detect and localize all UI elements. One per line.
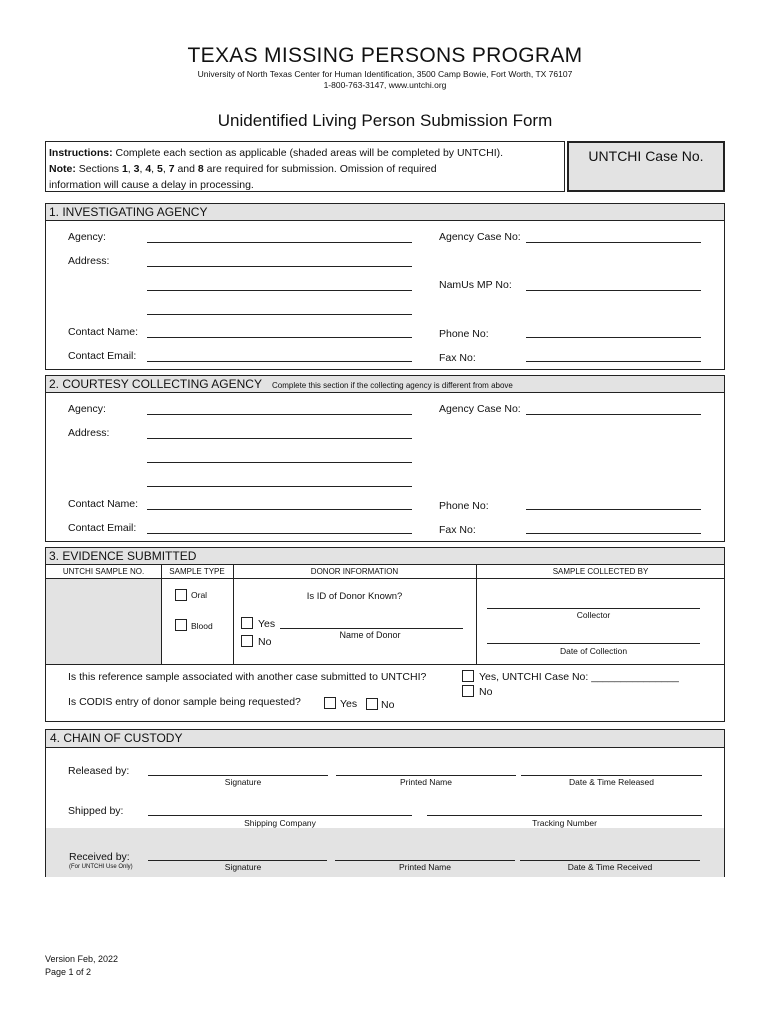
note-s4: 4	[145, 163, 152, 175]
s1-namus-field[interactable]	[526, 290, 701, 291]
released-name-caption: Printed Name	[400, 777, 452, 787]
note-and: and	[174, 163, 198, 175]
program-title: TEXAS MISSING PERSONS PROGRAM	[187, 44, 583, 67]
received-date-field[interactable]	[520, 860, 700, 861]
s1-agency-case-label: Agency Case No:	[439, 231, 521, 243]
instructions-text: Complete each section as applicable (shaded areas will be completed by UNTCHI).	[112, 147, 504, 159]
note-sep1: ,	[127, 163, 134, 175]
s1-address-label: Address:	[68, 255, 110, 267]
s1-address-field-3[interactable]	[147, 314, 412, 315]
s2-address-field-1[interactable]	[147, 438, 412, 439]
received-name-field[interactable]	[335, 860, 515, 861]
instructions-label: Instructions:	[49, 147, 113, 159]
associated-yes-checkbox[interactable]	[462, 670, 474, 682]
s1-address-field-2[interactable]	[147, 290, 412, 291]
s2-agency-label: Agency:	[68, 403, 106, 415]
instructions-line	[49, 145, 503, 161]
note-label: Note:	[49, 163, 76, 175]
shipping-company-field[interactable]	[148, 815, 412, 816]
section3-title: 3. EVIDENCE SUBMITTED	[49, 549, 197, 563]
donor-yes-checkbox[interactable]	[241, 617, 253, 629]
note-s3: 3	[133, 163, 140, 175]
codis-no-label: No	[381, 699, 395, 711]
associated-yes-label: Yes, UNTCHI Case No: _______________	[479, 671, 679, 683]
oral-checkbox[interactable]	[175, 589, 187, 601]
received-signature-field[interactable]	[148, 860, 327, 861]
s2-address-field-3[interactable]	[147, 486, 412, 487]
s1-fax-field[interactable]	[526, 361, 701, 362]
codis-yes-checkbox[interactable]	[324, 697, 336, 709]
oral-label: Oral	[191, 590, 208, 600]
s1-namus-label: NamUs MP No:	[439, 279, 512, 291]
section2-title: 2. COURTESY COLLECTING AGENCY	[49, 377, 262, 391]
shipped-by-label: Shipped by:	[68, 805, 124, 817]
associated-no-label: No	[479, 686, 493, 698]
section2-note: Complete this section if the collecting agency is different from above	[272, 381, 513, 390]
codis-question: Is CODIS entry of donor sample being requested?	[68, 696, 301, 708]
s1-agency-label: Agency:	[68, 231, 106, 243]
released-signature-caption: Signature	[224, 777, 262, 787]
contact-line: 1-800-763-3147, www.untchi.org	[323, 80, 447, 90]
released-by-label: Released by:	[68, 765, 130, 777]
blood-label: Blood	[191, 621, 213, 631]
tracking-number-caption: Tracking Number	[532, 818, 597, 828]
note-s7: 7	[168, 163, 175, 175]
address-line: University of North Texas Center for Human Identification, 3500 Camp Bowie, Fort Worth, TX 76107	[197, 69, 573, 79]
released-date-caption: Date & Time Released	[568, 777, 655, 787]
untchi-use-only-note: (For UNTCHI Use Only)	[69, 864, 133, 870]
associated-case-question: Is this reference sample associated with another case submitted to UNTCHI?	[68, 671, 427, 683]
s1-contact-email-field[interactable]	[147, 361, 412, 362]
date-collection-caption: Date of Collection	[559, 646, 628, 656]
s2-phone-field[interactable]	[526, 509, 701, 510]
col-untchi-sample: UNTCHI SAMPLE NO.	[62, 567, 145, 576]
associated-no-checkbox[interactable]	[462, 685, 474, 697]
note-a: Sections	[75, 163, 122, 175]
note-c: information will cause a delay in processing.	[49, 179, 254, 191]
s2-agency-case-field[interactable]	[526, 414, 701, 415]
s1-contact-name-field[interactable]	[147, 337, 412, 338]
note-s5: 5	[157, 163, 163, 175]
received-name-caption: Printed Name	[399, 862, 451, 872]
instructions-box	[45, 141, 565, 192]
version-text: Version Feb, 2022	[45, 954, 119, 964]
name-of-donor-caption: Name of Donor	[339, 630, 401, 640]
s1-phone-label: Phone No:	[439, 328, 489, 340]
note-s8: 8	[197, 163, 204, 175]
collector-field[interactable]	[487, 608, 700, 609]
s2-address-field-2[interactable]	[147, 462, 412, 463]
released-signature-field[interactable]	[148, 775, 328, 776]
s2-contact-email-label: Contact Email:	[68, 522, 137, 534]
s1-contact-name-label: Contact Name:	[68, 326, 139, 338]
s2-fax-label: Fax No:	[439, 524, 476, 536]
col-sample-type: SAMPLE TYPE	[169, 567, 225, 576]
section1-title: 1. INVESTIGATING AGENCY	[49, 205, 208, 219]
section-investigating-agency	[45, 203, 725, 370]
s2-phone-label: Phone No:	[439, 500, 489, 512]
shipping-company-caption: Shipping Company	[244, 818, 316, 828]
untchi-case-label: UNTCHI Case No.	[588, 148, 704, 164]
codis-no-checkbox[interactable]	[366, 698, 378, 710]
note-sep3: ,	[151, 163, 158, 175]
s2-fax-field[interactable]	[526, 533, 701, 534]
date-collection-field[interactable]	[487, 643, 700, 644]
s2-agency-field[interactable]	[147, 414, 412, 415]
note-line	[49, 161, 503, 177]
received-signature-caption: Signature	[224, 862, 262, 872]
donor-no-label: No	[258, 636, 272, 648]
blood-checkbox[interactable]	[175, 619, 187, 631]
s1-agency-case-field[interactable]	[526, 242, 701, 243]
tracking-number-field[interactable]	[427, 815, 702, 816]
form-title: Unidentified Living Person Submission Form	[217, 111, 553, 130]
s1-contact-email-label: Contact Email:	[68, 350, 137, 362]
s1-fax-label: Fax No:	[439, 352, 476, 364]
donor-no-checkbox[interactable]	[241, 635, 253, 647]
s2-contact-name-label: Contact Name:	[68, 498, 139, 510]
note-sep4: ,	[162, 163, 169, 175]
collector-caption: Collector	[576, 610, 611, 620]
donor-known-question: Is ID of Donor Known?	[306, 591, 403, 602]
page-number: Page 1 of 2	[45, 967, 92, 977]
col-donor-info: DONOR INFORMATION	[310, 567, 399, 576]
donor-yes-label: Yes	[258, 618, 276, 630]
codis-yes-label: Yes	[340, 698, 358, 710]
s1-address-field-1[interactable]	[147, 266, 412, 267]
donor-name-field[interactable]	[280, 628, 463, 629]
note-s1: 1	[121, 163, 128, 175]
s2-contact-name-field[interactable]	[147, 509, 412, 510]
section4-title: 4. CHAIN OF CUSTODY	[50, 731, 183, 745]
s2-contact-email-field[interactable]	[147, 533, 412, 534]
s2-address-label: Address:	[68, 427, 110, 439]
untchi-case-box	[567, 141, 725, 192]
col-sample-collected: SAMPLE COLLECTED BY	[552, 567, 649, 576]
s1-agency-field[interactable]	[147, 242, 412, 243]
section-chain-of-custody	[45, 729, 725, 877]
note-sep2: ,	[139, 163, 146, 175]
received-date-caption: Date & Time Received	[567, 862, 653, 872]
section-courtesy-agency	[45, 375, 725, 542]
untchi-sample-cell	[46, 579, 161, 664]
released-name-field[interactable]	[336, 775, 516, 776]
note-b: are required for submission. Omission of required	[203, 163, 437, 175]
released-date-field[interactable]	[521, 775, 702, 776]
s1-phone-field[interactable]	[526, 337, 701, 338]
received-by-label: Received by:	[69, 851, 130, 863]
s2-agency-case-label: Agency Case No:	[439, 403, 521, 415]
